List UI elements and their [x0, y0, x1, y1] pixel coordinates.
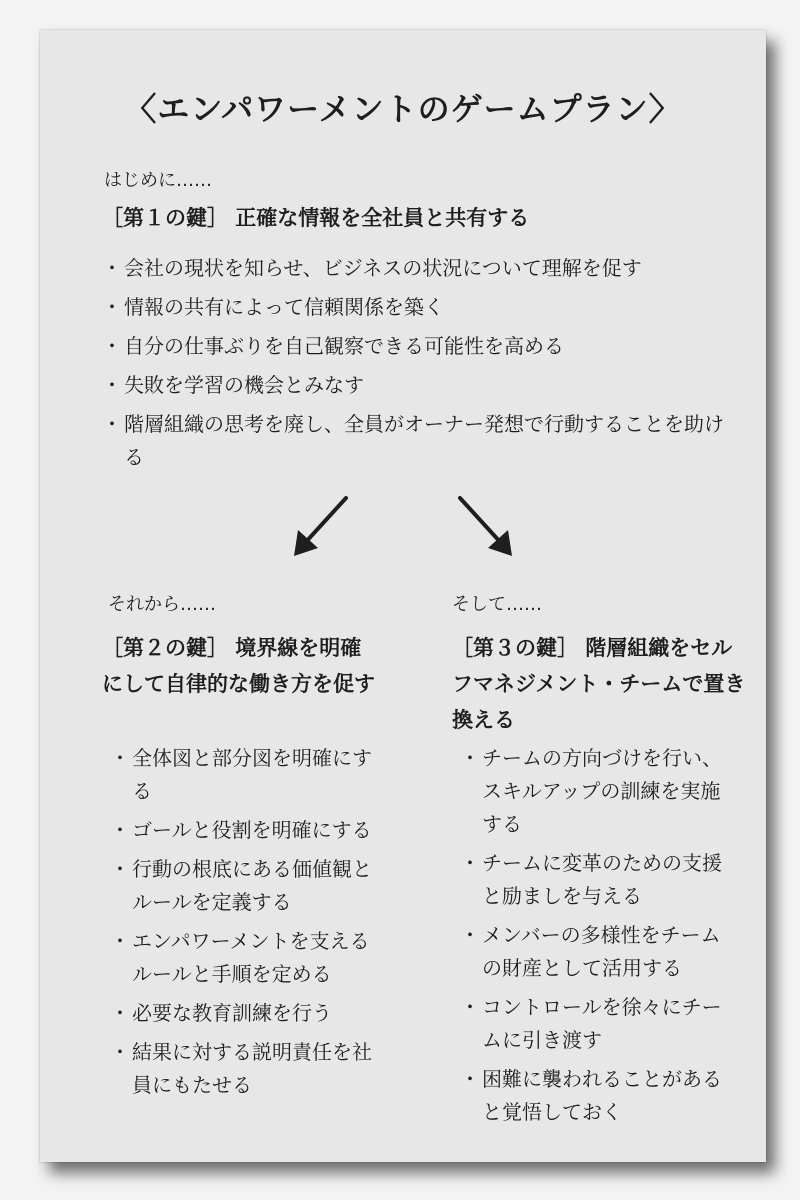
list-item: ・ 自分の仕事ぶりを自己観察できる可能性を高める: [102, 330, 742, 363]
arrow-down-right-icon: [452, 492, 522, 562]
list-item: ・ ゴールと役割を明確にする: [110, 814, 380, 847]
list-item: ・ 会社の現状を知らせ、ビジネスの状況について理解を促す: [102, 252, 742, 285]
list-item: ・ 結果に対する説明責任を社員にもたせる: [110, 1036, 380, 1102]
key1-heading: ［第１の鍵］ 正確な情報を全社員と共有する: [102, 206, 530, 230]
bullet-icon: ・: [110, 818, 130, 842]
list-item: ・ 階層組織の思考を廃し、全員がオーナー発想で行動することを助ける: [102, 408, 742, 474]
list-item: ・ 行動の根底にある価値観とルールを定義する: [110, 853, 380, 919]
bullet-icon: ・: [110, 857, 130, 881]
bullet-icon: ・: [102, 373, 122, 397]
list-item: ・ チームに変革のための支援と励ましを与える: [460, 847, 740, 913]
key2-list: [110, 742, 380, 1108]
bullet-icon: ・: [460, 746, 480, 770]
list-item: ・ 情報の共有によって信頼関係を築く: [102, 291, 742, 324]
bullet-icon: ・: [460, 923, 480, 947]
list-item: ・ メンバーの多様性をチームの財産として活用する: [460, 919, 740, 985]
left-column-label: それから……: [108, 594, 216, 615]
bullet-icon: ・: [102, 412, 122, 436]
bullet-icon: ・: [460, 1067, 480, 1091]
list-item: ・ 困難に襲われることがあると覚悟しておく: [460, 1063, 740, 1129]
list-item: ・ チームの方向づけを行い、スキルアップの訓練を実施する: [460, 742, 740, 841]
arrow-down-left-icon: [288, 492, 358, 562]
key3-heading: ［第３の鍵］ 階層組織をセルフマネジメント・チームで置き換える: [452, 636, 746, 732]
bullet-icon: ・: [460, 851, 480, 875]
document-page: [40, 30, 766, 1162]
list-item: ・ コントロールを徐々にチームに引き渡す: [460, 991, 740, 1057]
right-column-label: そして……: [452, 594, 542, 615]
intro-label: はじめに……: [104, 170, 212, 191]
bullet-icon: ・: [460, 995, 480, 1019]
bullet-icon: ・: [110, 929, 130, 953]
bullet-icon: ・: [110, 1001, 130, 1025]
list-item: ・ 全体図と部分図を明確にする: [110, 742, 380, 808]
key3-list: [460, 742, 740, 1135]
key1-list: [102, 252, 742, 480]
list-item: ・ 失敗を学習の機会とみなす: [102, 369, 742, 402]
bullet-icon: ・: [102, 334, 122, 358]
page-title: 〈エンパワーメントのゲームプラン〉: [124, 90, 682, 128]
list-item: ・ エンパワーメントを支えるルールと手順を定める: [110, 925, 380, 991]
bullet-icon: ・: [110, 1040, 130, 1064]
list-item: ・ 必要な教育訓練を行う: [110, 997, 380, 1030]
bullet-icon: ・: [110, 746, 130, 770]
bullet-icon: ・: [102, 295, 122, 319]
key2-heading: ［第２の鍵］ 境界線を明確にして自律的な働き方を促す: [102, 636, 375, 696]
bullet-icon: ・: [102, 256, 122, 280]
